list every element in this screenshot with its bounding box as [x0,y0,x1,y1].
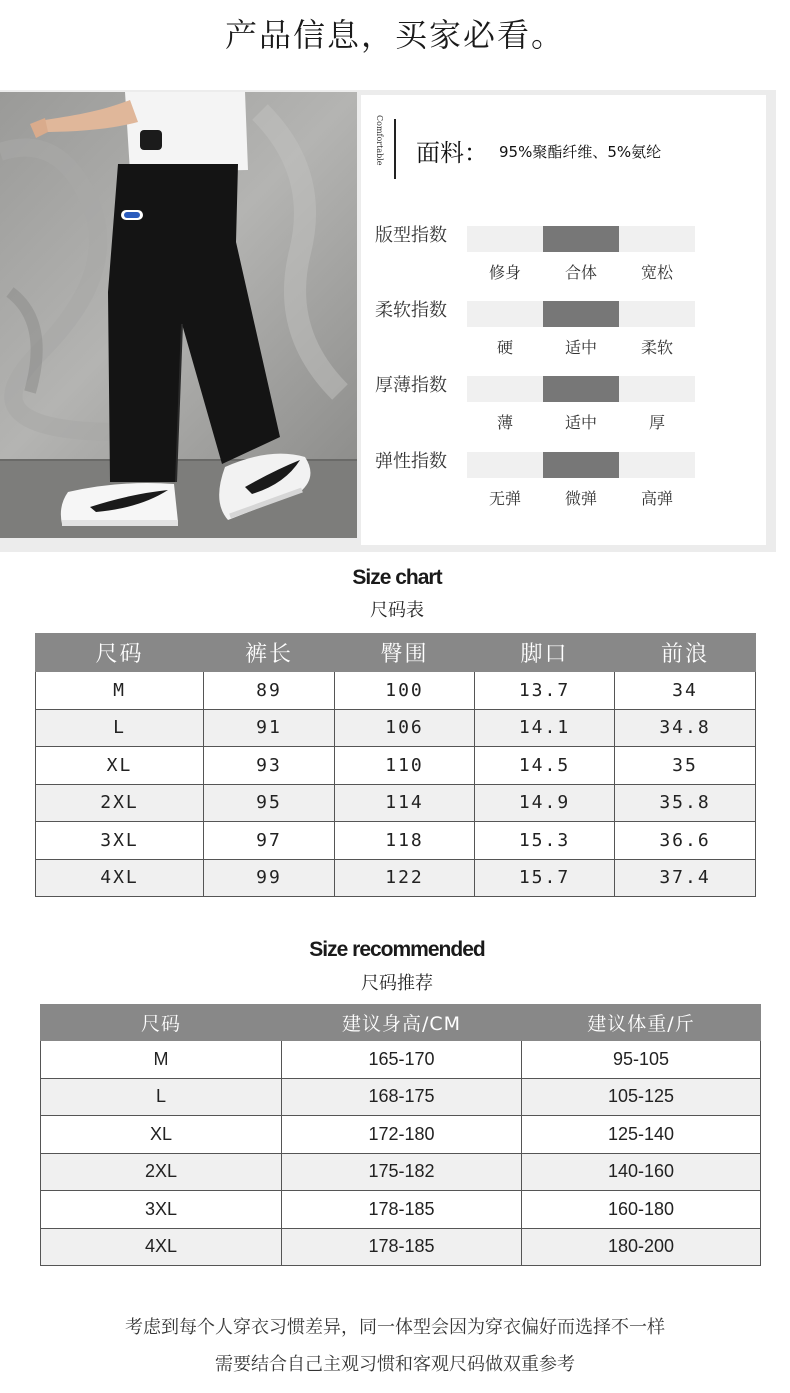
table-row [36,709,756,747]
table-cell: 99 [204,859,335,897]
footnote-line: 考虑到每个人穿衣习惯差异，同一体型会因为穿衣偏好而选择不一样 [125,1317,665,1338]
table-cell: XL [36,747,204,785]
model-pants-illustration [0,92,357,538]
index-bar [467,226,695,282]
index-option: 适中 [564,338,597,357]
table-cell: L [41,1078,282,1116]
index-segment [619,452,695,478]
index-option: 无弹 [488,489,521,508]
table-cell: 35.8 [615,784,756,822]
index-option: 合体 [564,263,597,282]
fabric-value: 95%聚酯纤维、5%氨纶 [499,143,662,161]
table-cell: 175-182 [282,1153,522,1191]
table-row [41,1153,761,1191]
table-cell: 178-185 [282,1228,522,1266]
column-header: 建议体重/斤 [522,1005,761,1041]
table-cell: 93 [204,747,335,785]
table-cell: 160-180 [522,1191,761,1229]
index-option: 微弹 [564,489,597,508]
footnote-line: 需要结合自己主观习惯和客观尺码做双重参考 [215,1354,575,1375]
table-cell: 168-175 [282,1078,522,1116]
table-cell: 110 [335,747,475,785]
index-option: 高弹 [640,489,673,508]
column-header: 前浪 [615,634,756,672]
table-cell: 36.6 [615,822,756,860]
table-cell: 4XL [36,859,204,897]
column-header: 建议身高/CM [282,1005,522,1041]
size-recommended-title: Size recommended [309,938,485,961]
table-cell: 180-200 [522,1228,761,1266]
table-header-row [41,1005,761,1041]
column-header: 尺码 [36,634,204,672]
table-cell: 15.7 [475,859,615,897]
index-segment [467,452,543,478]
index-label: 柔软指数 [375,300,447,321]
elasticity-index [375,447,755,507]
index-option: 柔软 [640,338,673,357]
table-cell: 105-125 [522,1078,761,1116]
table-row [41,1116,761,1154]
size-chart-title: Size chart [352,566,442,589]
table-cell: 178-185 [282,1191,522,1229]
index-bar [467,301,695,357]
table-cell: 14.9 [475,784,615,822]
product-details-card [361,95,766,545]
index-segment-active [543,301,619,327]
index-segment-active [543,226,619,252]
column-header: 臀围 [335,634,475,672]
fabric-label: 面料： [416,139,488,167]
table-cell: XL [41,1116,282,1154]
index-bar [467,452,695,508]
table-cell: M [36,672,204,710]
index-label: 版型指数 [375,225,447,246]
size-chart-subtitle: 尺码表 [370,600,424,621]
product-photo [0,92,357,538]
fit-index [375,221,755,281]
index-label: 弹性指数 [375,451,447,472]
vertical-divider [394,119,396,179]
table-cell: 100 [335,672,475,710]
index-segment [467,376,543,402]
size-chart-table [35,633,756,897]
table-cell: 95 [204,784,335,822]
index-bar [467,376,695,432]
table-row [41,1228,761,1266]
size-recommended-subtitle: 尺码推荐 [361,973,433,994]
index-option: 厚 [648,413,665,432]
vertical-tagline: Comfortable [375,115,384,166]
table-cell: 2XL [36,784,204,822]
table-cell: L [36,709,204,747]
table-cell: 14.1 [475,709,615,747]
index-segment [619,301,695,327]
table-cell: 114 [335,784,475,822]
index-segment-active [543,376,619,402]
index-segment [619,226,695,252]
column-header: 脚口 [475,634,615,672]
table-cell: 125-140 [522,1116,761,1154]
table-cell: 118 [335,822,475,860]
table-cell: 3XL [36,822,204,860]
thickness-index [375,371,755,431]
index-segment [619,376,695,402]
table-cell: 35 [615,747,756,785]
table-cell: 165-170 [282,1041,522,1079]
table-cell: 97 [204,822,335,860]
table-row [36,822,756,860]
table-cell: 140-160 [522,1153,761,1191]
table-row [36,747,756,785]
table-cell: 3XL [41,1191,282,1229]
table-cell: 89 [204,672,335,710]
table-cell: 91 [204,709,335,747]
table-row [41,1078,761,1116]
table-row [41,1191,761,1229]
table-cell: 106 [335,709,475,747]
table-cell: 4XL [41,1228,282,1266]
table-row [41,1041,761,1079]
table-cell: 34 [615,672,756,710]
index-option: 修身 [488,263,521,282]
table-cell: 13.7 [475,672,615,710]
index-option: 适中 [564,413,597,432]
page-title: 产品信息，买家必看。 [224,16,565,54]
index-segment [467,226,543,252]
table-row [36,859,756,897]
table-cell: 34.8 [615,709,756,747]
column-header: 尺码 [41,1005,282,1041]
index-option: 薄 [496,413,513,432]
table-cell: 14.5 [475,747,615,785]
table-cell: 172-180 [282,1116,522,1154]
index-option: 宽松 [640,263,673,282]
column-header: 裤长 [204,634,335,672]
size-recommended-table [40,1004,761,1266]
table-cell: 95-105 [522,1041,761,1079]
table-row [36,672,756,710]
table-cell: 122 [335,859,475,897]
index-segment [467,301,543,327]
table-cell: 37.4 [615,859,756,897]
softness-index [375,296,755,356]
index-label: 厚薄指数 [375,375,447,396]
table-cell: M [41,1041,282,1079]
table-cell: 15.3 [475,822,615,860]
index-option: 硬 [496,338,513,357]
index-segment-active [543,452,619,478]
table-cell: 2XL [41,1153,282,1191]
table-row [36,784,756,822]
table-header-row [36,634,756,672]
